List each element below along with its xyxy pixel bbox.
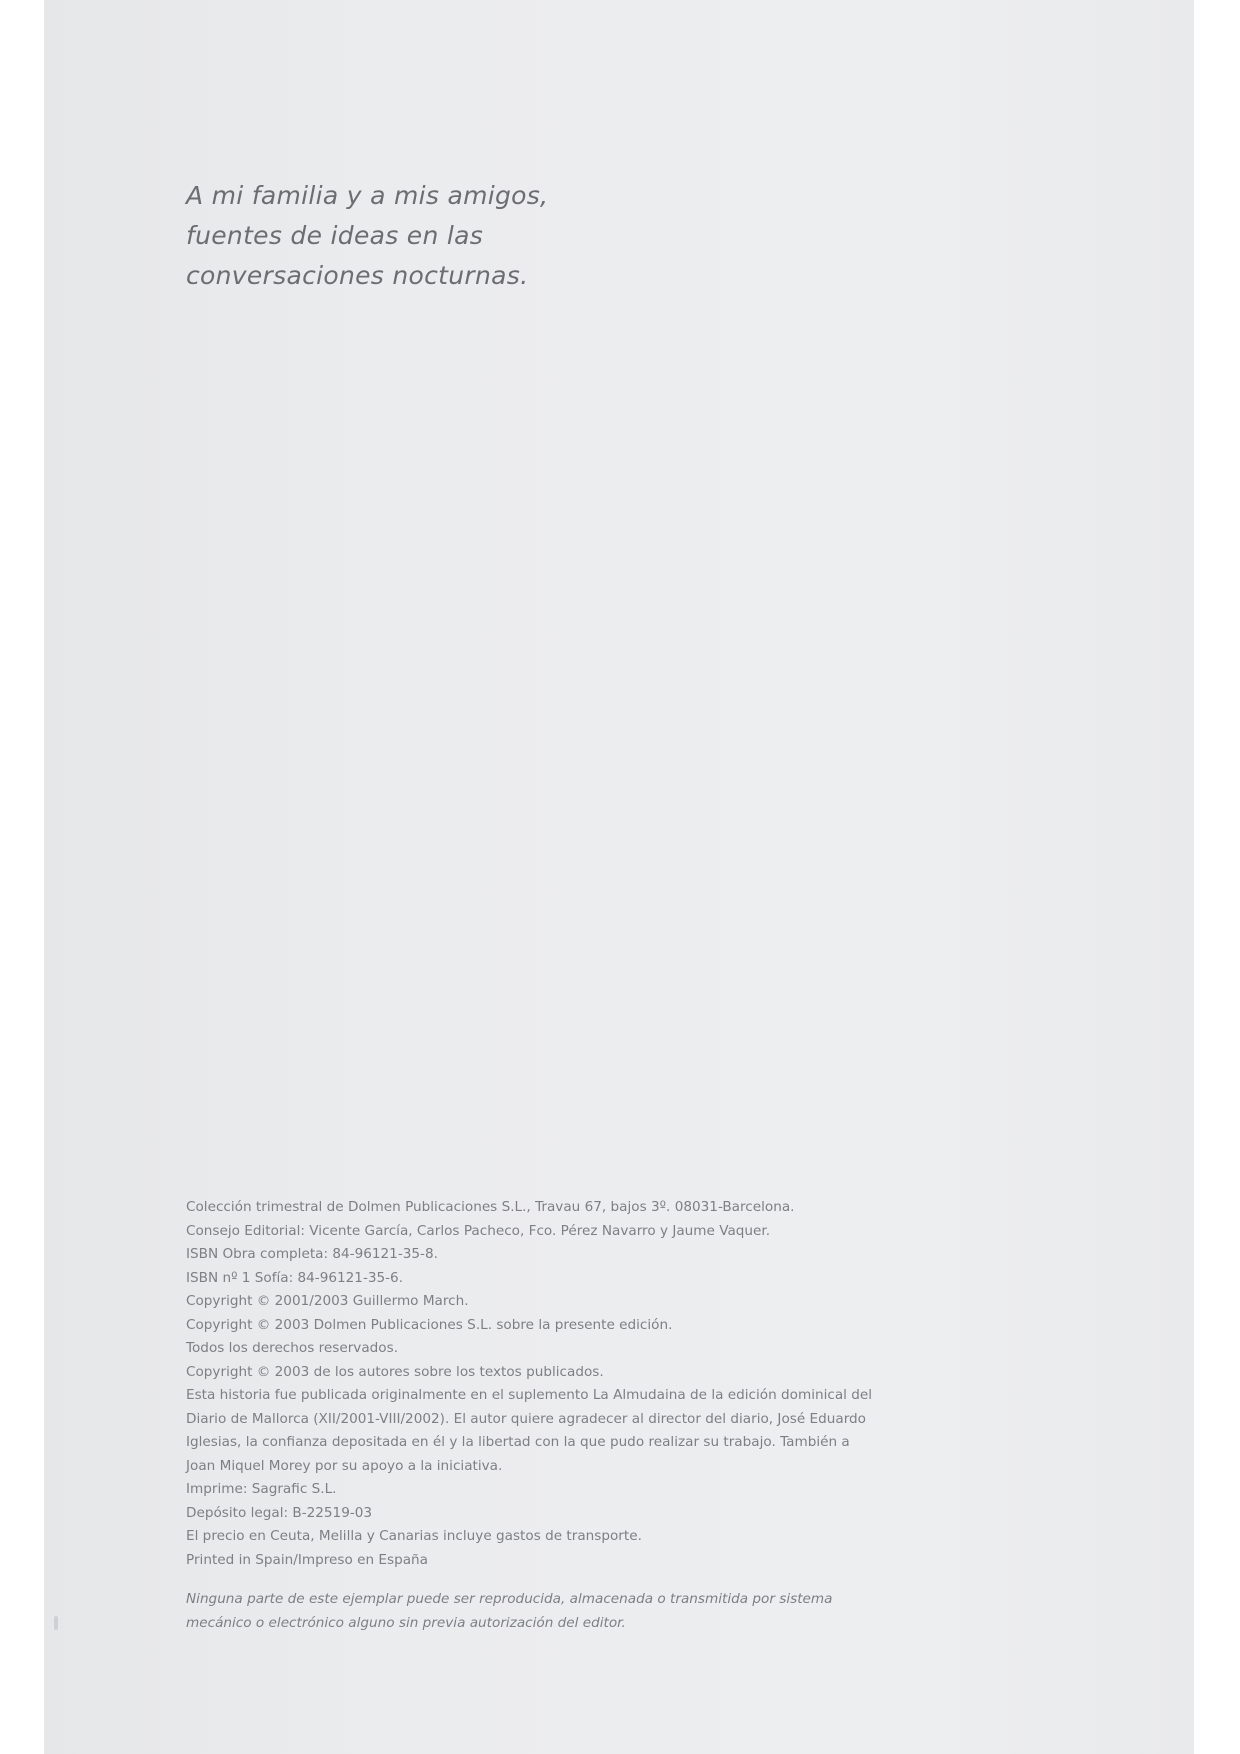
page-right-margin [1194, 0, 1240, 1754]
colophon [186, 1196, 1066, 1572]
colophon-line-editorial-board: Consejo Editorial: Vicente García, Carlos Pacheco, Fco. Pérez Navarro y Jaume Vaquer. [186, 1222, 771, 1239]
colophon-line-price-note: El precio en Ceuta, Melilla y Canarias incluye gastos de transporte. [186, 1528, 642, 1544]
colophon-line-rights-reserved: Todos los derechos reservados. [186, 1340, 399, 1356]
dedication-line: A mi familia y a mis amigos, [186, 181, 549, 210]
colophon-line-isbn-complete: ISBN Obra completa: 84-96121-35-8. [186, 1246, 438, 1262]
colophon-line-isbn-volume: ISBN nº 1 Sofía: 84-96121-35-6. [186, 1269, 404, 1286]
dedication [186, 176, 906, 296]
colophon-line-history-2: Diario de Mallorca (XII/2001-VIII/2002). El autor quiere agradecer al director del diario, José Eduardo [186, 1410, 866, 1427]
colophon-line-publisher: Colección trimestral de Dolmen Publicaciones S.L., Travau 67, bajos 3º. 08031-Barcelona. [186, 1199, 795, 1215]
colophon-line-history-1: Esta historia fue publicada originalmente en el suplemento La Almudaina de la edición dominical del [186, 1387, 873, 1403]
notice-line: Ninguna parte de este ejemplar puede ser reproducida, almacenada o transmitida por sistema [186, 1591, 833, 1607]
reproduction-notice [186, 1588, 1066, 1635]
colophon-line-copyright-texts: Copyright © 2003 de los autores sobre los textos publicados. [186, 1363, 604, 1380]
colophon-line-legal-deposit: Depósito legal: B-22519-03 [186, 1504, 373, 1521]
colophon-line-copyright-edition: Copyright © 2003 Dolmen Publicaciones S.L. sobre la presente edición. [186, 1316, 673, 1333]
colophon-line-printer: Imprime: Sagrafic S.L. [186, 1481, 337, 1497]
page-left-margin [0, 0, 44, 1754]
scan-smudge [54, 1616, 58, 1630]
colophon-line-history-3: Iglesias, la confianza depositada en él y la libertad con la que pudo realizar su trabajo. También a [186, 1434, 850, 1450]
colophon-line-printed-in: Printed in Spain/Impreso en España [186, 1551, 428, 1568]
colophon-line-copyright-author: Copyright © 2001/2003 Guillermo March. [186, 1293, 469, 1309]
colophon-line-history-4: Joan Miquel Morey por su apoyo a la iniciativa. [186, 1457, 503, 1474]
dedication-line: fuentes de ideas en las [186, 221, 484, 250]
notice-line: mecánico o electrónico alguno sin previa autorización del editor. [186, 1614, 626, 1631]
dedication-line: conversaciones nocturnas. [186, 261, 529, 290]
